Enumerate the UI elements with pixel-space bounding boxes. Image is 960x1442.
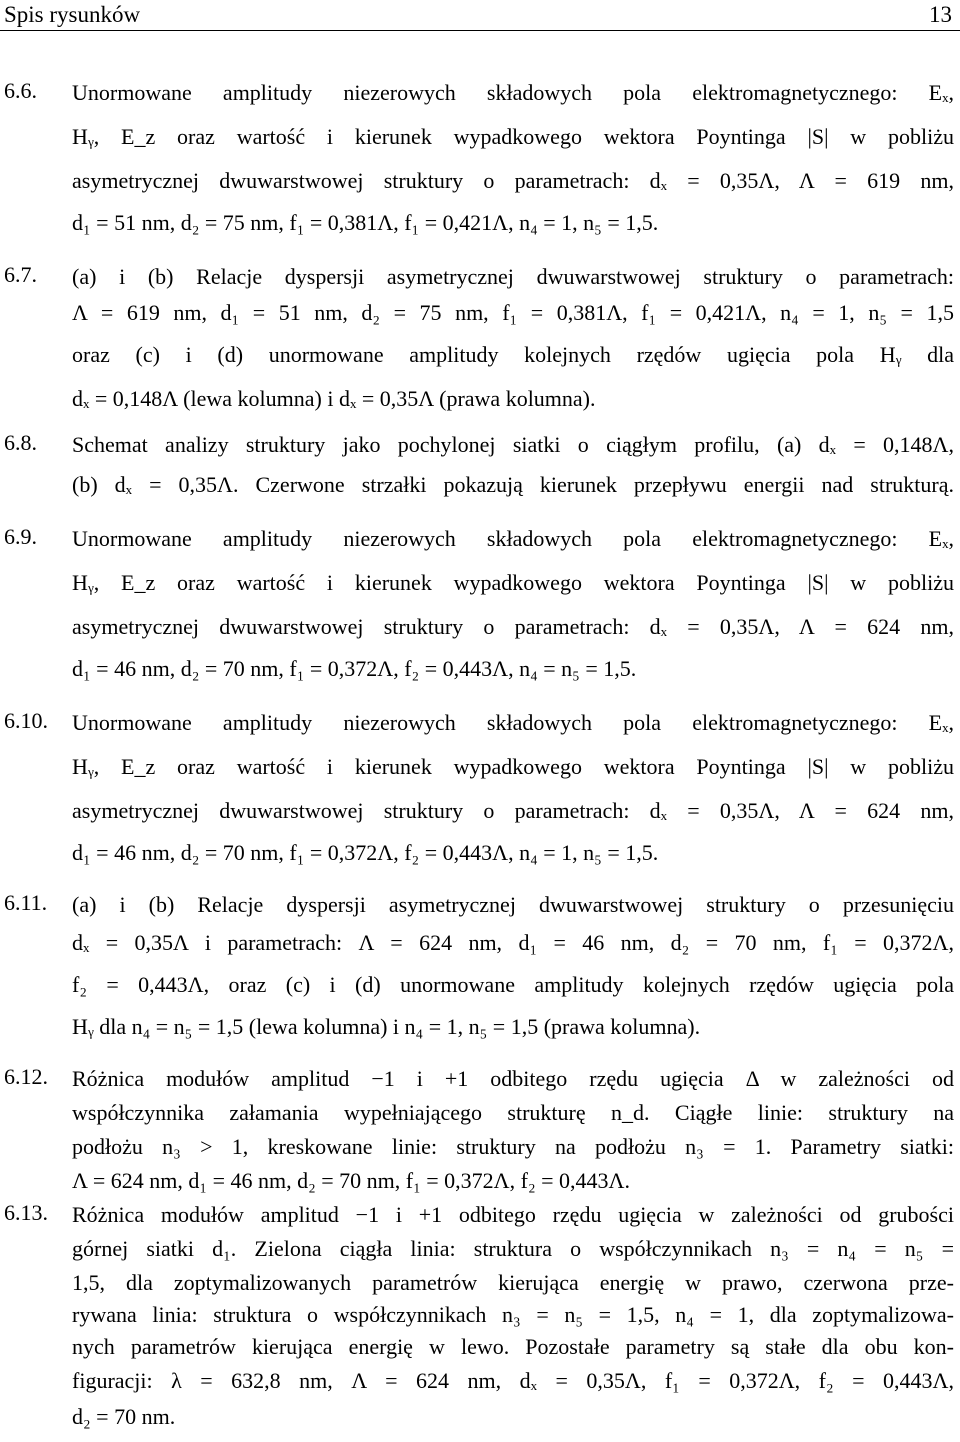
entry-line: oraz (c) i (d) unormowane amplitudy kolejnych rzędów ugięcia pola Hᵧ dla bbox=[72, 342, 954, 367]
entry-number: 6.9. bbox=[4, 524, 37, 549]
entry-line: Hᵧ, E_z oraz wartość i kierunek wypadkowego wektora Poyntinga |S| w pobliżu bbox=[72, 570, 954, 595]
entry-line: Λ = 619 nm, d₁ = 51 nm, d₂ = 75 nm, f₁ = 0,381Λ, f₁ = 0,421Λ, n₄ = 1, n₅ = 1,5 bbox=[72, 300, 954, 325]
entry-line: Różnica modułów amplitud −1 i +1 odbitego rzędu ugięcia Δ w zależności od bbox=[72, 1066, 954, 1091]
entry-line: d₁ = 46 nm, d₂ = 70 nm, f₁ = 0,372Λ, f₂ = 0,443Λ, n₄ = 1, n₅ = 1,5. bbox=[72, 840, 659, 865]
entry-line: podłożu n₃ > 1, kreskowane linie: struktury na podłożu n₃ = 1. Parametry siatki: bbox=[72, 1134, 954, 1159]
entry-line: Unormowane amplitudy niezerowych składowych pola elektromagnetycznego: Eₓ, bbox=[72, 526, 954, 551]
entry-number: 6.8. bbox=[4, 430, 37, 455]
entry-line: f₂ = 0,443Λ, oraz (c) i (d) unormowane amplitudy kolejnych rzędów ugięcia pola bbox=[72, 972, 954, 997]
entry-line: d₂ = 70 nm. bbox=[72, 1404, 176, 1429]
entry-number: 6.6. bbox=[4, 78, 37, 103]
entry-line: współczynnika załamania wypełniającego strukturę n_d. Ciągłe linie: struktury na bbox=[72, 1100, 954, 1125]
entry-line: d₁ = 51 nm, d₂ = 75 nm, f₁ = 0,381Λ, f₁ = 0,421Λ, n₄ = 1, n₅ = 1,5. bbox=[72, 210, 659, 235]
entry-line: rywana linia: struktura o współczynnikach n₃ = n₅ = 1,5, n₄ = 1, dla zoptymalizowa- bbox=[72, 1302, 954, 1327]
entry-number: 6.12. bbox=[4, 1064, 48, 1089]
entry-line: d₁ = 46 nm, d₂ = 70 nm, f₁ = 0,372Λ, f₂ = 0,443Λ, n₄ = n₅ = 1,5. bbox=[72, 656, 637, 681]
entry-line: asymetrycznej dwuwarstwowej struktury o parametrach: dₓ = 0,35Λ, Λ = 619 nm, bbox=[72, 168, 954, 193]
entry-line: asymetrycznej dwuwarstwowej struktury o parametrach: dₓ = 0,35Λ, Λ = 624 nm, bbox=[72, 614, 954, 639]
entry-line: (b) dₓ = 0,35Λ. Czerwone strzałki pokazują kierunek przepływu energii nad strukturą. bbox=[72, 472, 954, 497]
entry-line: figuracji: λ = 632,8 nm, Λ = 624 nm, dₓ = 0,35Λ, f₁ = 0,372Λ, f₂ = 0,443Λ, bbox=[72, 1368, 954, 1393]
entry-line: górnej siatki d₁. Zielona ciągła linia: struktura o współczynnikach n₃ = n₄ = n₅ = bbox=[72, 1236, 954, 1261]
header-divider bbox=[0, 30, 960, 31]
entry-line: (a) i (b) Relacje dyspersji asymetrycznej dwuwarstwowej struktury o przesunięciu bbox=[72, 892, 954, 917]
entry-line: Hᵧ, E_z oraz wartość i kierunek wypadkowego wektora Poyntinga |S| w pobliżu bbox=[72, 124, 954, 149]
entry-line: dₓ = 0,35Λ i parametrach: Λ = 624 nm, d₁ = 46 nm, d₂ = 70 nm, f₁ = 0,372Λ, bbox=[72, 930, 954, 955]
entry-line: dₓ = 0,148Λ (lewa kolumna) i dₓ = 0,35Λ (prawa kolumna). bbox=[72, 386, 596, 411]
entry-line: Unormowane amplitudy niezerowych składowych pola elektromagnetycznego: Eₓ, bbox=[72, 80, 954, 105]
entry-number: 6.11. bbox=[4, 890, 48, 915]
header-title: Spis rysunków bbox=[4, 2, 141, 27]
entry-line: Unormowane amplitudy niezerowych składowych pola elektromagnetycznego: Eₓ, bbox=[72, 710, 954, 735]
entry-line: asymetrycznej dwuwarstwowej struktury o parametrach: dₓ = 0,35Λ, Λ = 624 nm, bbox=[72, 798, 954, 823]
page-header bbox=[0, 0, 960, 30]
page-number: 13 bbox=[929, 2, 952, 27]
entry-line: (a) i (b) Relacje dyspersji asymetrycznej dwuwarstwowej struktury o parametrach: bbox=[72, 264, 954, 289]
entry-line: Hᵧ dla n₄ = n₅ = 1,5 (lewa kolumna) i n₄ = 1, n₅ = 1,5 (prawa kolumna). bbox=[72, 1014, 701, 1039]
entry-line: Λ = 624 nm, d₁ = 46 nm, d₂ = 70 nm, f₁ = 0,372Λ, f₂ = 0,443Λ. bbox=[72, 1168, 630, 1193]
entry-number: 6.13. bbox=[4, 1200, 48, 1225]
entry-line: Hᵧ, E_z oraz wartość i kierunek wypadkowego wektora Poyntinga |S| w pobliżu bbox=[72, 754, 954, 779]
entry-line: nych parametrów kierująca energię w lewo. Pozostałe parametry są stałe dla obu kon- bbox=[72, 1334, 954, 1359]
entry-line: Różnica modułów amplitud −1 i +1 odbitego rzędu ugięcia w zależności od grubości bbox=[72, 1202, 954, 1227]
entry-line: 1,5, dla zoptymalizowanych parametrów kierująca energię w prawo, czerwona prze- bbox=[72, 1270, 954, 1295]
entry-line: Schemat analizy struktury jako pochylonej siatki o ciągłym profilu, (a) dₓ = 0,148Λ, bbox=[72, 432, 954, 457]
entry-number: 6.7. bbox=[4, 262, 37, 287]
entry-number: 6.10. bbox=[4, 708, 48, 733]
